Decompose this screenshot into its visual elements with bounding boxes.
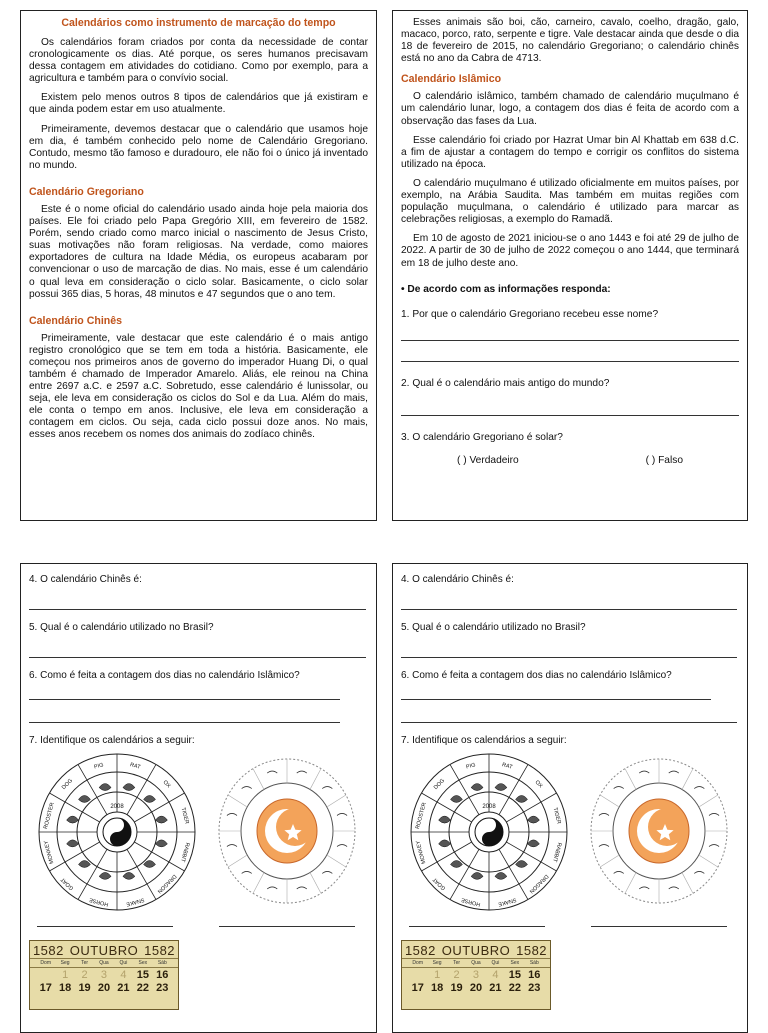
zodiac-animal-label: MONKEY bbox=[43, 839, 56, 865]
islamic-paragraph-3: O calendário muçulmano é utilizado oficialmente em muitos países, por exemplo, na Arábia Saudita. Mas também em muitas regiões com população muçulmana, o calendário é utilizado para marcar as celebrações religiosas, a exemplo do Ramadã. bbox=[401, 177, 739, 226]
calendar-figures bbox=[29, 752, 368, 932]
islamic-paragraph-2: Esse calendário foi criado por Hazrat Umar bin Al Khattab em 638 d.C. a fim de ajustar a contagem do tempo e corrigir os conflitos do sistema utilizado na época. bbox=[401, 134, 739, 170]
question-4-text: 4. O calendário Chinês é: bbox=[29, 574, 142, 585]
answer-line[interactable] bbox=[401, 687, 711, 700]
weekday: Ter bbox=[453, 960, 461, 966]
zodiac-animal-label: RAT bbox=[129, 762, 142, 771]
answer-line[interactable] bbox=[219, 926, 355, 927]
zodiac-animal-label: ROOSTER bbox=[42, 801, 56, 830]
day: 16 bbox=[528, 969, 541, 981]
chinese-zodiac-wheel-image bbox=[409, 752, 569, 912]
day: 17 bbox=[39, 982, 52, 994]
zodiac-animal-label: DOG bbox=[60, 777, 75, 792]
page-islamic-and-questions bbox=[392, 10, 748, 521]
day: 1 bbox=[434, 969, 441, 981]
calendar-year: 1582 bbox=[516, 943, 548, 958]
zodiac-animal-label: HORSE bbox=[88, 896, 110, 908]
weekday: Sex bbox=[138, 960, 148, 966]
page-calendars-intro bbox=[20, 10, 377, 521]
day: 23 bbox=[156, 982, 169, 994]
question-3 bbox=[401, 432, 739, 466]
zodiac-animal-label: RAT bbox=[501, 762, 514, 771]
weekday: Ter bbox=[81, 960, 89, 966]
day: 3 bbox=[100, 969, 108, 981]
weekday: Dom bbox=[40, 960, 51, 966]
zodiac-animal-label: MONKEY bbox=[415, 839, 428, 865]
answer-line[interactable] bbox=[401, 347, 739, 362]
islamic-calendar-wheel-image bbox=[589, 756, 729, 906]
answer-line[interactable] bbox=[29, 687, 340, 700]
day: 17 bbox=[411, 982, 424, 994]
zodiac-animal-label: DRAGON bbox=[527, 872, 550, 895]
option-true[interactable]: ( ) Verdadeiro bbox=[457, 454, 519, 466]
calendar-year: 1582 bbox=[144, 943, 176, 958]
answer-line[interactable] bbox=[401, 639, 737, 658]
day: 2 bbox=[453, 969, 460, 981]
day: 18 bbox=[431, 982, 444, 994]
day: 1 bbox=[62, 969, 69, 981]
day bbox=[408, 969, 427, 981]
answer-line[interactable] bbox=[401, 326, 739, 341]
answer-line[interactable] bbox=[591, 926, 727, 927]
answer-line[interactable] bbox=[401, 395, 739, 416]
day: 19 bbox=[78, 982, 91, 994]
weekday: Qua bbox=[99, 960, 109, 966]
day: 20 bbox=[97, 982, 111, 994]
question-2 bbox=[401, 378, 739, 416]
question-6-text: 6. Como é feita a contagem dos dias no calendário Islâmico? bbox=[29, 670, 300, 681]
zodiac-animal-label: PIG bbox=[465, 762, 477, 771]
weekday: Qui bbox=[119, 960, 128, 966]
true-false-options bbox=[401, 449, 739, 466]
zodiac-animal-label: HORSE bbox=[460, 896, 482, 908]
answer-line[interactable] bbox=[29, 704, 340, 723]
day: 15 bbox=[508, 969, 521, 981]
weekday: Seg bbox=[60, 960, 70, 966]
zodiac-animal-label: TIGER bbox=[551, 806, 562, 825]
zodiac-animal-label: ROOSTER bbox=[414, 801, 428, 830]
day: 23 bbox=[528, 982, 541, 994]
question-4-text: 4. O calendário Chinês é: bbox=[401, 574, 514, 585]
day: 20 bbox=[469, 982, 483, 994]
zodiac-animal-label: TIGER bbox=[179, 806, 190, 825]
answer-line[interactable] bbox=[29, 591, 366, 610]
day: 16 bbox=[156, 969, 169, 981]
day: 21 bbox=[489, 982, 502, 994]
day: 3 bbox=[472, 969, 480, 981]
calendar-month: OUTUBRO bbox=[441, 943, 511, 958]
day: 21 bbox=[117, 982, 130, 994]
question-5-text: 5. Qual é o calendário utilizado no Brasil? bbox=[401, 622, 586, 633]
center-year-label: 2008 bbox=[110, 804, 124, 810]
question-6-text: 6. Como é feita a contagem dos dias no calendário Islâmico? bbox=[401, 670, 672, 681]
day: 18 bbox=[59, 982, 72, 994]
zodiac-animal-label: RABBIT bbox=[551, 841, 563, 863]
zodiac-animal-label: OX bbox=[161, 779, 172, 790]
answer-line[interactable] bbox=[409, 926, 545, 927]
day: 4 bbox=[120, 969, 127, 981]
zodiac-animal-label: DRAGON bbox=[155, 872, 178, 895]
day: 19 bbox=[450, 982, 463, 994]
weekday: Seg bbox=[432, 960, 442, 966]
day bbox=[36, 969, 55, 981]
day: 22 bbox=[508, 982, 521, 994]
zodiac-animal-label: RABBIT bbox=[179, 841, 191, 863]
islamic-paragraph-4: Em 10 de agosto de 2021 iniciou-se o ano 1443 e foi até 29 de julho de 2022. A partir de 30 de julho de 2022 começou o ano 1444, que terminará em 18 de julho deste ano. bbox=[401, 233, 739, 269]
weekday: Sáb bbox=[529, 960, 539, 966]
gregorian-calendar-image bbox=[29, 940, 179, 1010]
weekday: Qui bbox=[491, 960, 500, 966]
question-2-text: 2. Qual é o calendário mais antigo do mundo? bbox=[401, 377, 610, 389]
gregorian-section-title: Calendário Gregoriano bbox=[29, 185, 144, 198]
islamic-calendar-wheel-image bbox=[217, 756, 357, 906]
answer-line[interactable] bbox=[401, 704, 737, 723]
zodiac-animal-label: PIG bbox=[93, 762, 105, 771]
worksheet-left bbox=[20, 563, 377, 1033]
option-false[interactable]: ( ) Falso bbox=[645, 454, 683, 466]
islamic-paragraph-1: O calendário islâmico, também chamado de calendário muçulmano é um calendário lunar, logo, a contagem dos dias é feita de acordo com a observação das fases da Lua. bbox=[401, 91, 739, 127]
gregorian-paragraph: Este é o nome oficial do calendário usado ainda hoje pela maioria dos países. Ele foi criado pelo Papa Gregório XIII, em fevereiro de 1582. Porém, sendo criado como marco inicial o nascimento de Jesus Cristo, suas motivações não foram religiosas. Na verdade, como maiores exportadores de cultura na Idade Média, os europeus acabaram por convencionar o uso de marcação de dias. No mais, esse é um calendário o qual leva em consideração o ciclo solar. Basicamente, o ciclo solar possui 365 dias, 5 horas, 48 minutos e 47 segundos que o ano tem. bbox=[29, 203, 368, 300]
calendar-year: 1582 bbox=[32, 943, 64, 958]
weekday: Sex bbox=[510, 960, 520, 966]
zodiac-animal-label: GOAT bbox=[60, 876, 75, 891]
question-7-text: 7. Identifique os calendários a seguir: bbox=[29, 735, 195, 746]
weekday: Sáb bbox=[157, 960, 167, 966]
calendar-figures bbox=[401, 752, 739, 932]
zodiac-animal-label: GOAT bbox=[432, 876, 447, 891]
calendar-month: OUTUBRO bbox=[69, 943, 139, 958]
gregorian-calendar-image bbox=[401, 940, 551, 1010]
intro-paragraph-1: Os calendários foram criados por conta da necessidade de contar cronologicamente os dias. Até porque, os seres humanos precisavam dessa contagem em atividades do cotidiano. Como por exemplo, para a agricultura e também para o convívio social. bbox=[29, 37, 368, 85]
day: 15 bbox=[136, 969, 149, 981]
zodiac-animal-label: SNAKE bbox=[125, 896, 145, 907]
answer-line[interactable] bbox=[401, 591, 737, 610]
weekday: Dom bbox=[412, 960, 423, 966]
islamic-section-title: Calendário Islâmico bbox=[401, 73, 502, 86]
document-title: Calendários como instrumento de marcação do tempo bbox=[61, 17, 336, 29]
weekday: Qua bbox=[471, 960, 481, 966]
worksheet-right bbox=[392, 563, 748, 1033]
center-year-label: 2008 bbox=[482, 804, 496, 810]
instruction: • De acordo com as informações responda: bbox=[401, 284, 739, 295]
zodiac-animal-label: OX bbox=[533, 779, 544, 790]
answer-line[interactable] bbox=[37, 926, 173, 927]
zodiac-animal-label: DOG bbox=[432, 777, 447, 792]
intro-paragraph-3: Primeiramente, devemos destacar que o calendário que usamos hoje em dia, é também conhecido pelo nome de Calendário Gregoriano. Contudo, mesmo tão famoso e duradouro, ele não foi o único já inventado no mundo. bbox=[29, 123, 368, 171]
day: 2 bbox=[81, 969, 88, 981]
calendar-year: 1582 bbox=[404, 943, 436, 958]
chinese-paragraph: Primeiramente, vale destacar que este calendário é o mais antigo registro cronológico que se tem em toda a história. Basicamente, ele começou nos primeiros anos de governo do imperador Huang Di, o qual também é chamado de Imperador Amarelo. Aliás, ele reinou na China entre 2697 a.C. e 2597 a.C. Sobretudo, esse calendário é lunissolar, ou seja, ele leva em consideração os ciclos do Sol e da Lua. Além do mais, ele conta o tempo em anos. Inclusive, ele leva em consideração a contagem em ciclos. Ou seja, cada ciclo possui doze anos. No mais, esses anos recebem os nomes dos animais do zodíaco chinês. bbox=[29, 332, 368, 441]
answer-line[interactable] bbox=[29, 639, 366, 658]
day: 22 bbox=[136, 982, 149, 994]
intro-paragraph-2: Existem pelo menos outros 8 tipos de calendários que já existiram e que ainda podem estar em uso atualmente. bbox=[29, 92, 368, 116]
day: 4 bbox=[492, 969, 499, 981]
question-3-text: 3. O calendário Gregoriano é solar? bbox=[401, 431, 563, 443]
zodiac-animal-label: SNAKE bbox=[497, 896, 517, 907]
animals-paragraph: Esses animais são boi, cão, carneiro, cavalo, coelho, dragão, galo, macaco, porco, rato, serpente e tigre. Vale destacar ainda que desde o dia 18 de fevereiro de 2015, no calendário Gregoriano; o calendário chinês está no ano da Cabra de 4713. bbox=[401, 17, 739, 65]
question-7-text: 7. Identifique os calendários a seguir: bbox=[401, 735, 567, 746]
question-5-text: 5. Qual é o calendário utilizado no Brasil? bbox=[29, 622, 214, 633]
chinese-section-title: Calendário Chinês bbox=[29, 314, 123, 327]
question-1-text: 1. Por que o calendário Gregoriano recebeu esse nome? bbox=[401, 308, 659, 320]
question-1 bbox=[401, 309, 739, 362]
chinese-zodiac-wheel-image bbox=[37, 752, 197, 912]
